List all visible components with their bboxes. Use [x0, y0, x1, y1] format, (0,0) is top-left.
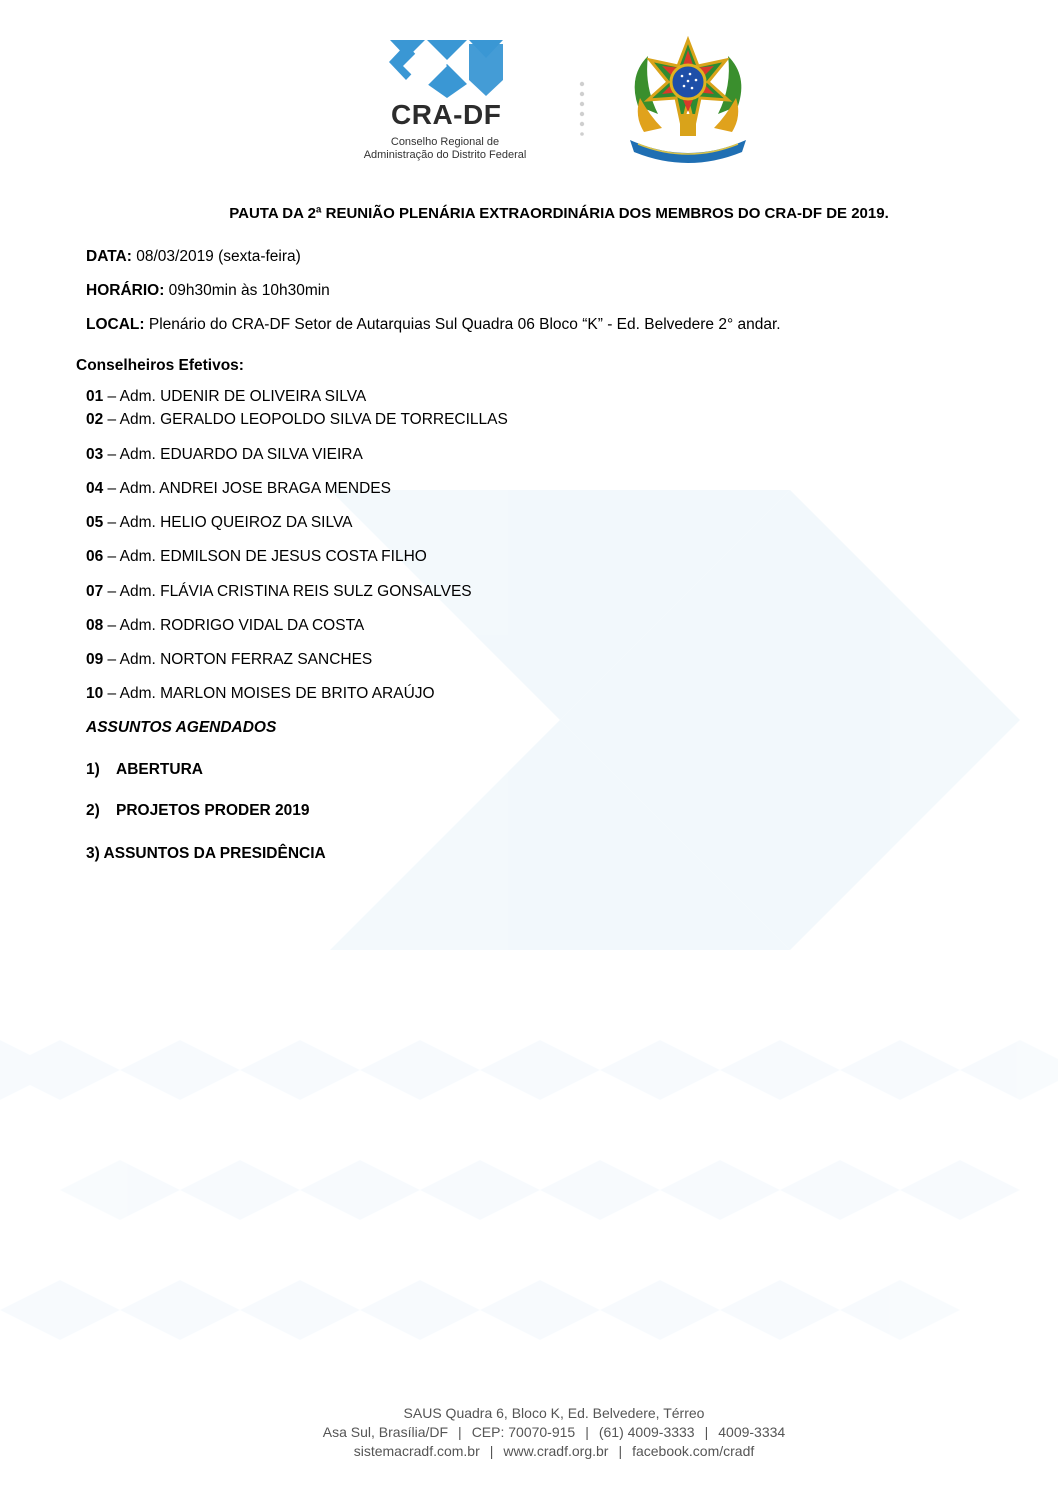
member-name: – Adm. GERALDO LEOPOLDO SILVA DE TORRECILLAS: [103, 411, 508, 428]
footer-phone-1: (61) 4009-3333: [598, 1424, 695, 1440]
footer-phone-2: 4009-3334: [718, 1424, 786, 1440]
member-name: – Adm. HELIO QUEIROZ DA SILVA: [103, 514, 353, 531]
member-name: – Adm. UDENIR DE OLIVEIRA SILVA: [103, 388, 367, 405]
cra-diamond-icon: [355, 36, 540, 98]
list-item: [86, 411, 508, 429]
member-number: 05: [86, 514, 104, 531]
agenda-number: 2): [86, 802, 100, 819]
member-name: – Adm. ANDREI JOSE BRAGA MENDES: [103, 480, 391, 497]
footer-site-1: sistemacradf.com.br: [353, 1443, 480, 1459]
meeting-time: [86, 282, 330, 300]
list-item: [86, 388, 366, 406]
footer-site-2: www.cradf.org.br: [503, 1443, 609, 1459]
cra-df-logo: [355, 36, 540, 168]
meeting-date: [86, 248, 301, 266]
member-number: 01: [86, 388, 104, 405]
agenda-number: 3): [86, 845, 100, 862]
footer-cep: CEP: 70070-915: [471, 1424, 576, 1440]
agenda-heading: ASSUNTOS AGENDADOS: [86, 719, 277, 736]
list-item: [86, 651, 372, 669]
footer-facebook: facebook.com/cradf: [632, 1443, 755, 1459]
header-divider: [578, 80, 586, 136]
member-number: 06: [86, 548, 104, 565]
time-value: 09h30min às 10h30min: [164, 282, 330, 299]
member-name: – Adm. MARLON MOISES DE BRITO ARAÚJO: [103, 685, 435, 702]
local-value: Plenário do CRA-DF Setor de Autarquias Sul Quadra 06 Bloco “K” - Ed. Belvedere 2° andar.: [144, 316, 781, 333]
date-value: 08/03/2019 (sexta-feira): [131, 248, 301, 265]
agenda-text: ASSUNTOS DA PRESIDÊNCIA: [103, 845, 326, 862]
footer-city: Asa Sul, Brasília/DF: [322, 1424, 449, 1440]
agenda-text: ABERTURA: [116, 761, 203, 778]
list-item: [86, 480, 391, 498]
footer-separator: |: [704, 1424, 709, 1440]
footer-contact-line: [0, 1424, 1058, 1440]
org-name: CRA-DF: [391, 99, 502, 130]
member-number: 03: [86, 446, 104, 463]
org-subtitle-2: Administração do Distrito Federal: [363, 149, 527, 161]
org-subtitle-1: Conselho Regional de: [390, 136, 500, 148]
footer-web-line: [0, 1443, 1058, 1459]
member-number: 09: [86, 651, 104, 668]
member-number: 07: [86, 583, 104, 600]
member-number: 02: [86, 411, 104, 428]
document-title: PAUTA DA 2ª REUNIÃO PLENÁRIA EXTRAORDINÁRIA DOS MEMBROS DO CRA-DF DE 2019.: [229, 205, 889, 222]
list-item: [86, 514, 352, 532]
footer-separator: |: [489, 1443, 494, 1459]
agenda-text: PROJETOS PRODER 2019: [116, 802, 310, 819]
time-label: HORÁRIO:: [86, 282, 165, 299]
agenda-item: [86, 845, 326, 863]
agenda-item: [86, 802, 310, 820]
local-label: LOCAL:: [86, 316, 145, 333]
member-number: 10: [86, 685, 104, 702]
member-name: – Adm. EDUARDO DA SILVA VIEIRA: [103, 446, 363, 463]
member-name: – Adm. FLÁVIA CRISTINA REIS SULZ GONSALVES: [103, 583, 472, 600]
date-label: DATA:: [86, 248, 132, 265]
list-item: [86, 548, 427, 566]
agenda-item: [86, 761, 203, 779]
member-number: 04: [86, 480, 104, 497]
members-heading: Conselheiros Efetivos:: [76, 357, 244, 374]
member-name: – Adm. RODRIGO VIDAL DA COSTA: [103, 617, 365, 634]
list-item: [86, 446, 363, 464]
footer-separator: |: [618, 1443, 623, 1459]
footer-address-line: SAUS Quadra 6, Bloco K, Ed. Belvedere, Térreo: [403, 1405, 705, 1421]
member-name: – Adm. EDMILSON DE JESUS COSTA FILHO: [103, 548, 427, 565]
member-name: – Adm. NORTON FERRAZ SANCHES: [103, 651, 373, 668]
list-item: [86, 617, 364, 635]
brazil-coat-of-arms-icon: [624, 36, 752, 166]
member-number: 08: [86, 617, 104, 634]
list-item: [86, 583, 472, 601]
footer-separator: |: [458, 1424, 462, 1440]
list-item: [86, 685, 435, 703]
footer-separator: |: [585, 1424, 589, 1440]
agenda-number: 1): [86, 761, 100, 778]
meeting-location: [86, 316, 781, 334]
